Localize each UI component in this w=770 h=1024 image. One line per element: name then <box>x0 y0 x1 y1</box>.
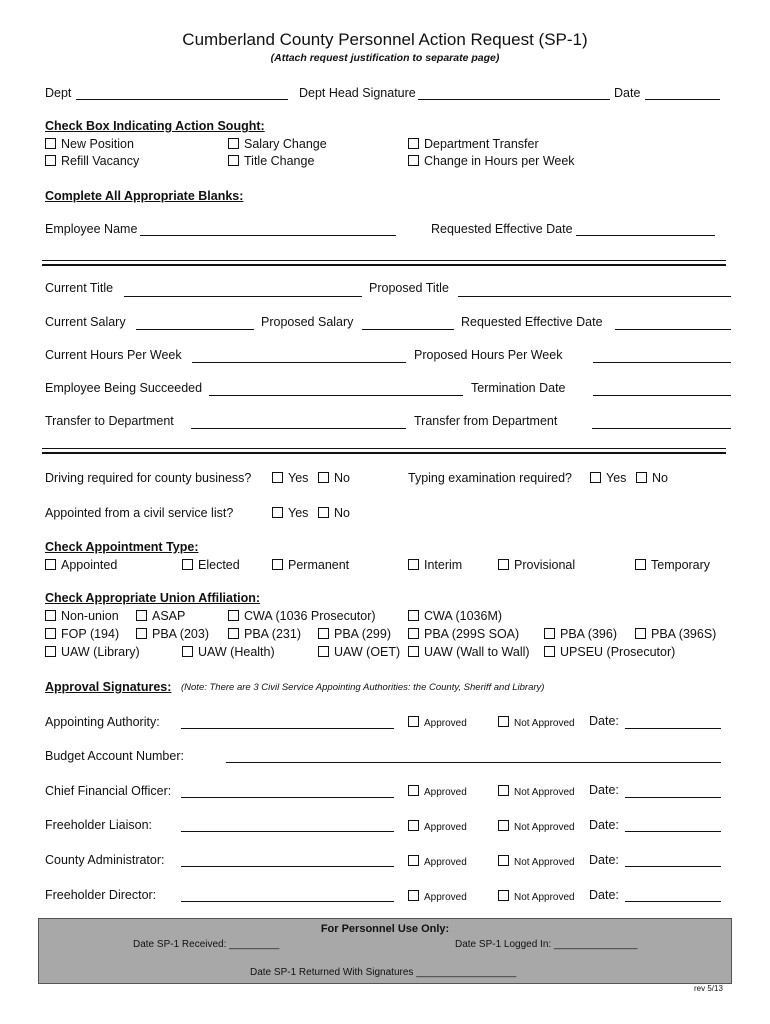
union-heading: Check Appropriate Union Affiliation: <box>45 591 261 605</box>
approved-label: Approved <box>424 822 467 833</box>
checkbox-cwa-1036m[interactable] <box>408 609 502 623</box>
checkbox-icon <box>45 559 56 570</box>
dept-field[interactable] <box>76 99 288 100</box>
option-label: Refill Vacancy <box>61 154 140 168</box>
checkbox-pba-396s[interactable] <box>635 627 716 641</box>
appointing-date-label: Date: <box>589 714 619 728</box>
checkbox-icon <box>498 559 509 570</box>
liaison-not-approved-checkbox[interactable] <box>498 820 575 833</box>
approved-label: Approved <box>424 892 467 903</box>
checkbox-icon <box>318 472 329 483</box>
current-title-field[interactable] <box>124 296 362 297</box>
checkbox-icon <box>408 716 419 727</box>
checkbox-uaw-wall-to-wall[interactable] <box>408 645 530 659</box>
proposed-salary-field[interactable] <box>362 329 454 330</box>
checkbox-icon <box>272 507 283 518</box>
checkbox-icon <box>498 716 509 727</box>
checkbox-asap[interactable] <box>136 609 185 623</box>
civil-service-question: Appointed from a civil service list? <box>45 506 234 520</box>
option-label: Appointed <box>61 558 118 572</box>
approved-label: Approved <box>424 787 467 798</box>
dept-head-signature-field[interactable] <box>418 99 610 100</box>
proposed-hours-field[interactable] <box>593 362 731 363</box>
proposed-salary-label: Proposed Salary <box>261 315 354 329</box>
checkbox-icon <box>318 646 329 657</box>
employee-name-label: Employee Name <box>45 222 138 236</box>
typing-no-checkbox[interactable] <box>636 471 668 485</box>
option-label: Elected <box>198 558 240 572</box>
checkbox-icon <box>272 472 283 483</box>
option-label: CWA (1036M) <box>424 609 503 623</box>
checkbox-icon <box>228 610 239 621</box>
checkbox-uaw-library[interactable] <box>45 645 140 659</box>
checkbox-title-change[interactable] <box>228 154 314 168</box>
yes-label: Yes <box>288 471 309 485</box>
liaison-date-label: Date: <box>589 818 619 832</box>
date-received-field[interactable]: Date SP-1 Received: _________ <box>133 939 280 950</box>
not-approved-label: Not Approved <box>514 787 575 798</box>
cfo-not-approved-checkbox[interactable] <box>498 785 575 798</box>
checkbox-icon <box>498 820 509 831</box>
checkbox-icon <box>408 646 419 657</box>
option-label: Temporary <box>651 558 711 572</box>
checkbox-pba-299[interactable] <box>318 627 391 641</box>
current-salary-field[interactable] <box>136 329 254 330</box>
checkbox-icon <box>136 610 147 621</box>
checkbox-icon <box>635 559 646 570</box>
checkbox-icon <box>635 628 646 639</box>
termination-date-label: Termination Date <box>471 381 566 395</box>
checkbox-icon <box>318 628 329 639</box>
checkbox-icon <box>408 628 419 639</box>
checkbox-pba-203[interactable] <box>136 627 209 641</box>
freeholder-director-signature[interactable] <box>181 901 394 902</box>
budget-account-field[interactable] <box>226 762 721 763</box>
checkbox-department-transfer[interactable] <box>408 137 539 151</box>
checkbox-icon <box>408 820 419 831</box>
cfo-approved-checkbox[interactable] <box>408 785 467 798</box>
option-label: Department Transfer <box>424 137 539 151</box>
checkbox-icon <box>318 507 329 518</box>
appointing-not-approved-checkbox[interactable] <box>498 716 575 729</box>
director-date-label: Date: <box>589 888 619 902</box>
appointment-type-heading: Check Appointment Type: <box>45 540 199 554</box>
option-label: FOP (194) <box>61 627 120 641</box>
admin-approved-checkbox[interactable] <box>408 855 467 868</box>
no-label: No <box>334 471 350 485</box>
checkbox-icon <box>45 646 56 657</box>
option-label: Change in Hours per Week <box>424 154 575 168</box>
section-divider <box>42 448 726 454</box>
freeholder-director-label: Freeholder Director: <box>45 888 157 902</box>
not-approved-label: Not Approved <box>514 857 575 868</box>
transfer-from-label: Transfer from Department <box>414 414 558 428</box>
current-hours-field[interactable] <box>192 362 406 363</box>
revision-label: rev 5/13 <box>694 984 723 993</box>
form-subtitle: (Attach request justification to separate page) <box>270 52 500 64</box>
not-approved-label: Not Approved <box>514 822 575 833</box>
proposed-title-label: Proposed Title <box>369 281 449 295</box>
dept-head-signature-label: Dept Head Signature <box>299 86 416 100</box>
checkbox-icon <box>45 628 56 639</box>
checkbox-icon <box>408 559 419 570</box>
checkbox-icon <box>498 785 509 796</box>
requested-effective-date-field[interactable] <box>576 235 715 236</box>
checkbox-elected[interactable] <box>182 558 240 572</box>
checkbox-icon <box>636 472 647 483</box>
checkbox-icon <box>408 855 419 866</box>
termination-date-field[interactable] <box>593 395 731 396</box>
checkbox-icon <box>408 610 419 621</box>
appointing-date-field[interactable] <box>625 728 721 729</box>
checkbox-icon <box>408 155 419 166</box>
checkbox-permanent[interactable] <box>272 558 349 572</box>
cfo-date-label: Date: <box>589 783 619 797</box>
proposed-hours-label: Proposed Hours Per Week <box>414 348 563 362</box>
checkbox-provisional[interactable] <box>498 558 575 572</box>
admin-date-field[interactable] <box>625 866 721 867</box>
checkbox-refill-vacancy[interactable] <box>45 154 139 168</box>
proposed-title-field[interactable] <box>458 296 731 297</box>
current-title-label: Current Title <box>45 281 114 295</box>
option-label: PBA (299) <box>334 627 391 641</box>
checkbox-icon <box>228 155 239 166</box>
approved-label: Approved <box>424 857 467 868</box>
typing-yes-checkbox[interactable] <box>590 471 626 485</box>
checkbox-icon <box>590 472 601 483</box>
employee-succeeded-field[interactable] <box>209 395 463 396</box>
option-label: CWA (1036 Prosecutor) <box>244 609 376 623</box>
typing-question: Typing examination required? <box>408 471 572 485</box>
appointing-approved-checkbox[interactable] <box>408 716 467 729</box>
checkbox-salary-change[interactable] <box>228 137 327 151</box>
checkbox-icon <box>182 646 193 657</box>
checkbox-icon <box>45 138 56 149</box>
requested-effective-date-label: Requested Effective Date <box>431 222 573 236</box>
yes-label: Yes <box>288 506 309 520</box>
liaison-approved-checkbox[interactable] <box>408 820 467 833</box>
director-date-field[interactable] <box>625 901 721 902</box>
appointing-authority-signature[interactable] <box>181 728 394 729</box>
option-label: New Position <box>61 137 134 151</box>
option-label: UAW (Health) <box>198 645 275 659</box>
option-label: PBA (396S) <box>651 627 717 641</box>
option-label: UAW (Library) <box>61 645 140 659</box>
action-sought-heading: Check Box Indicating Action Sought: <box>45 119 265 133</box>
liaison-date-field[interactable] <box>625 831 721 832</box>
checkbox-pba-231[interactable] <box>228 627 301 641</box>
checkbox-icon <box>544 646 555 657</box>
option-label: PBA (396) <box>560 627 617 641</box>
personnel-use-heading: For Personnel Use Only: <box>320 923 450 935</box>
checkbox-icon <box>408 785 419 796</box>
approval-note: (Note: There are 3 Civil Service Appointing Authorities: the County, Sheriff and Library) <box>181 682 545 693</box>
driving-no-checkbox[interactable] <box>318 471 350 485</box>
dept-label: Dept <box>45 86 72 100</box>
checkbox-cwa-1036-prosecutor[interactable] <box>228 609 376 623</box>
checkbox-icon <box>228 628 239 639</box>
checkbox-icon <box>182 559 193 570</box>
transfer-from-field[interactable] <box>592 428 731 429</box>
driving-question: Driving required for county business? <box>45 471 252 485</box>
checkbox-icon <box>228 138 239 149</box>
checkbox-icon <box>45 155 56 166</box>
approval-signatures-heading: Approval Signatures: <box>45 680 172 694</box>
county-administrator-signature[interactable] <box>181 866 394 867</box>
cfo-date-field[interactable] <box>625 797 721 798</box>
current-hours-label: Current Hours Per Week <box>45 348 182 362</box>
checkbox-fop-194[interactable] <box>45 627 119 641</box>
effective-date-label: Requested Effective Date <box>461 315 603 329</box>
personnel-use-box <box>38 918 732 984</box>
approved-label: Approved <box>424 718 467 729</box>
option-label: ASAP <box>152 609 186 623</box>
driving-yes-checkbox[interactable] <box>272 471 308 485</box>
checkbox-pba-396[interactable] <box>544 627 617 641</box>
checkbox-upseu-prosecutor[interactable] <box>544 645 675 659</box>
civil-service-yes-checkbox[interactable] <box>272 506 308 520</box>
checkbox-change-hours[interactable] <box>408 154 575 168</box>
option-label: PBA (299S SOA) <box>424 627 520 641</box>
option-label: Salary Change <box>244 137 327 151</box>
checkbox-interim[interactable] <box>408 558 462 572</box>
no-label: No <box>652 471 668 485</box>
option-label: PBA (231) <box>244 627 301 641</box>
yes-label: Yes <box>606 471 627 485</box>
option-label: UAW (OET) <box>334 645 401 659</box>
budget-account-label: Budget Account Number: <box>45 749 184 763</box>
not-approved-label: Not Approved <box>514 892 575 903</box>
complete-blanks-heading: Complete All Appropriate Blanks: <box>45 189 244 203</box>
employee-succeeded-label: Employee Being Succeeded <box>45 381 203 395</box>
date-logged-field[interactable]: Date SP-1 Logged In: _______________ <box>455 939 638 950</box>
checkbox-icon <box>408 138 419 149</box>
checkbox-uaw-health[interactable] <box>182 645 275 659</box>
county-administrator-label: County Administrator: <box>45 853 165 867</box>
freeholder-liaison-label: Freeholder Liaison: <box>45 818 153 832</box>
appointing-authority-label: Appointing Authority: <box>45 715 160 729</box>
transfer-to-field[interactable] <box>191 428 406 429</box>
director-approved-checkbox[interactable] <box>408 890 467 903</box>
admin-date-label: Date: <box>589 853 619 867</box>
cfo-signature[interactable] <box>181 797 394 798</box>
section-divider <box>42 260 726 266</box>
effective-date-field[interactable] <box>615 329 731 330</box>
option-label: Provisional <box>514 558 576 572</box>
option-label: UPSEU (Prosecutor) <box>560 645 676 659</box>
civil-service-no-checkbox[interactable] <box>318 506 350 520</box>
form-title: Cumberland County Personnel Action Request (SP-1) <box>182 30 588 49</box>
option-label: Interim <box>424 558 463 572</box>
checkbox-pba-299s-soa[interactable] <box>408 627 519 641</box>
transfer-to-label: Transfer to Department <box>45 414 174 428</box>
checkbox-temporary[interactable] <box>635 558 710 572</box>
option-label: PBA (203) <box>152 627 209 641</box>
option-label: Permanent <box>288 558 350 572</box>
checkbox-icon <box>544 628 555 639</box>
director-not-approved-checkbox[interactable] <box>498 890 575 903</box>
cfo-label: Chief Financial Officer: <box>45 784 172 798</box>
option-label: Non-union <box>61 609 119 623</box>
checkbox-appointed[interactable] <box>45 558 117 572</box>
checkbox-icon <box>272 559 283 570</box>
checkbox-icon <box>498 855 509 866</box>
freeholder-liaison-signature[interactable] <box>181 831 394 832</box>
checkbox-icon <box>45 610 56 621</box>
no-label: No <box>334 506 350 520</box>
checkbox-icon <box>408 890 419 901</box>
date-label: Date <box>614 86 641 100</box>
checkbox-uaw-oet[interactable] <box>318 645 400 659</box>
not-approved-label: Not Approved <box>514 718 575 729</box>
checkbox-new-position[interactable] <box>45 137 134 151</box>
option-label: Title Change <box>244 154 315 168</box>
option-label: UAW (Wall to Wall) <box>424 645 530 659</box>
current-salary-label: Current Salary <box>45 315 126 329</box>
date-returned-field[interactable]: Date SP-1 Returned With Signatures __________________ <box>250 967 517 978</box>
checkbox-icon <box>498 890 509 901</box>
admin-not-approved-checkbox[interactable] <box>498 855 575 868</box>
date-field[interactable] <box>645 99 720 100</box>
checkbox-non-union[interactable] <box>45 609 119 623</box>
employee-name-field[interactable] <box>140 235 396 236</box>
checkbox-icon <box>136 628 147 639</box>
